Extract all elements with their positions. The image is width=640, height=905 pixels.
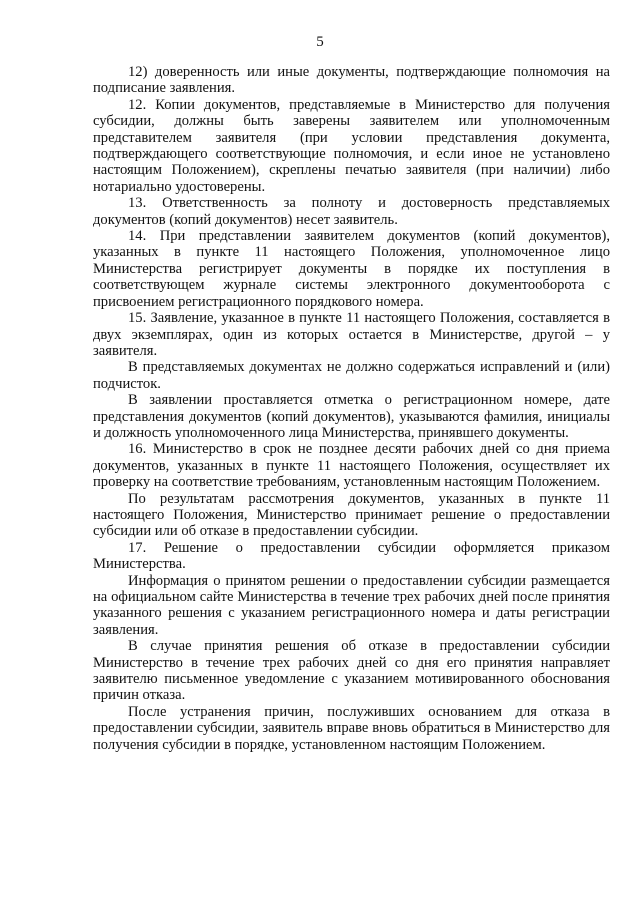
paragraph-16-decision: По результатам рассмотрения документов, указанных в пункте 11 настоящего Положения, Министерство принимает решение о предоставлении субсидии или об отказе в предоставлении субсидии. bbox=[93, 490, 610, 540]
paragraph-16: 16. Министерство в срок не позднее десяти рабочих дней со дня приема документов, указанных в пункте 11 настоящего Положения, осуществляет их проверку на соответствие требованиям, установленным настоящим Положением. bbox=[93, 441, 610, 491]
document-body bbox=[93, 64, 610, 753]
paragraph-17: 17. Решение о предоставлении субсидии оформляется приказом Министерства. bbox=[93, 539, 610, 573]
paragraph-15: 15. Заявление, указанное в пункте 11 настоящего Положения, составляется в двух экземплярах, один из которых остается в Министерстве, другой – у заявителя. bbox=[93, 310, 610, 359]
paragraph-12: 12. Копии документов, представляемые в Министерство для получения субсидии, должны быть заверены заявителем или уполномоченным представителем заявителя (при условии представления документа, подтверждающего соответствующие полномочия, и если иное не установлено настоящим Положением), скреплены печатью заявителя (при наличии) либо нотариально удостоверены. bbox=[93, 96, 610, 195]
page-number: 5 bbox=[316, 34, 324, 50]
paragraph-17-publication: Информация о принятом решении о предоставлении субсидии размещается на официальном сайте Министерства в течение трех рабочих дней после принятия указанного решения с указанием регистрационного номера и даты регистрации заявления. bbox=[93, 572, 610, 638]
paragraph-15-registration-mark: В заявлении проставляется отметка о регистрационном номере, дате представления документов (копий документов), указываются фамилия, инициалы и должность уполномоченного лица Министерства, принявшего документы. bbox=[93, 392, 610, 441]
paragraph-14: 14. При представлении заявителем документов (копий документов), указанных в пункте 11 настоящего Положения, уполномоченное лицо Министерства регистрирует документы в порядке их поступления в соответствующем журнале системы электронного документооборота с присвоением регистрационного порядкового номера. bbox=[93, 228, 610, 310]
paragraph-12-item: 12) доверенность или иные документы, подтверждающие полномочия на подписание заявления. bbox=[93, 64, 610, 97]
paragraph-17-reapplication: После устранения причин, послуживших основанием для отказа в предоставлении субсидии, заявитель вправе вновь обратиться в Министерство для получения субсидии в порядке, установленном настоящим Положением. bbox=[93, 703, 610, 753]
paragraph-15-corrections: В представляемых документах не должно содержаться исправлений и (или) подчисток. bbox=[93, 359, 610, 392]
paragraph-17-refusal-notice: В случае принятия решения об отказе в предоставлении субсидии Министерство в течение трех рабочих дней со дня его принятия направляет заявителю письменное уведомление с указанием мотивированного обоснования причин отказа. bbox=[93, 638, 610, 704]
paragraph-13: 13. Ответственность за полноту и достоверность представляемых документов (копий документов) несет заявитель. bbox=[93, 195, 610, 228]
